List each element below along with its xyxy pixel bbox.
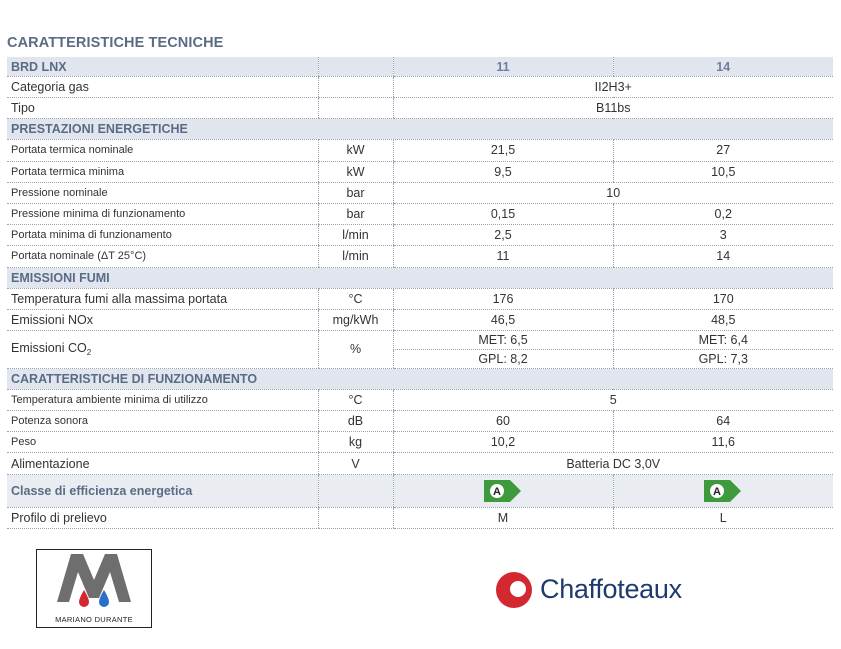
specs-table <box>7 57 833 529</box>
table-row-portata-nominale <box>7 246 833 267</box>
row-value-14: L <box>613 507 833 528</box>
row-value-11: 9,5 <box>393 161 613 182</box>
row-unit: bar <box>318 182 393 203</box>
row-value-met-11: MET: 6,5 <box>393 330 613 349</box>
row-unit: V <box>318 453 393 474</box>
row-value-14: 48,5 <box>613 309 833 330</box>
row-value-14: 11,6 <box>613 432 833 453</box>
row-value-14: 14 <box>613 246 833 267</box>
row-value-14: 170 <box>613 288 833 309</box>
row-label: Emissioni NOx <box>7 309 318 330</box>
energy-class-14 <box>613 474 833 507</box>
row-label <box>7 330 318 368</box>
row-value-11: 21,5 <box>393 140 613 161</box>
row-label: Portata termica minima <box>7 161 318 182</box>
row-value-14: 64 <box>613 411 833 432</box>
svg-text:A: A <box>493 485 501 498</box>
row-label: Potenza sonora <box>7 411 318 432</box>
row-label: Portata minima di funzionamento <box>7 225 318 246</box>
energy-class-a-badge-icon <box>704 480 742 502</box>
row-unit <box>318 98 393 119</box>
row-value-11: 60 <box>393 411 613 432</box>
chaffoteaux-wordmark: Chaffoteaux <box>540 574 682 604</box>
row-value: 10 <box>393 182 833 203</box>
mariano-durante-logo-icon <box>37 550 151 616</box>
section-header-prestazioni <box>7 119 833 140</box>
row-value-11: M <box>393 507 613 528</box>
row-value-11: 46,5 <box>393 309 613 330</box>
section-title: CARATTERISTICHE DI FUNZIONAMENTO <box>7 368 833 389</box>
row-label: Pressione nominale <box>7 182 318 203</box>
row-label: Temperatura fumi alla massima portata <box>7 288 318 309</box>
table-row-potenza-sonora <box>7 411 833 432</box>
section-header-funzionamento <box>7 368 833 389</box>
row-unit: °C <box>318 288 393 309</box>
mariano-durante-logo <box>36 549 152 628</box>
row-label: Alimentazione <box>7 453 318 474</box>
row-label: Portata nominale (ΔT 25°C) <box>7 246 318 267</box>
row-value-11: 0,15 <box>393 203 613 224</box>
unit-header <box>318 57 393 77</box>
column-header-14: 14 <box>613 57 833 77</box>
table-row-tipo <box>7 98 833 119</box>
table-row-emissioni-nox <box>7 309 833 330</box>
row-value: Batteria DC 3,0V <box>393 453 833 474</box>
chaffoteaux-logo-icon <box>494 569 536 611</box>
row-value: II2H3+ <box>393 77 833 98</box>
row-unit: kg <box>318 432 393 453</box>
row-value-14: 0,2 <box>613 203 833 224</box>
row-label: Portata termica nominale <box>7 140 318 161</box>
table-row-alimentazione <box>7 453 833 474</box>
row-unit: l/min <box>318 225 393 246</box>
row-value-11: 10,2 <box>393 432 613 453</box>
row-unit: l/min <box>318 246 393 267</box>
row-value-11: 176 <box>393 288 613 309</box>
energy-class-11 <box>393 474 613 507</box>
energy-class-a-badge-icon <box>484 480 522 502</box>
row-label: Classe di efficienza energetica <box>7 474 318 507</box>
row-label: Tipo <box>7 98 318 119</box>
row-unit: dB <box>318 411 393 432</box>
table-row-profilo-prelievo <box>7 507 833 528</box>
table-row-peso <box>7 432 833 453</box>
row-label: Profilo di prelievo <box>7 507 318 528</box>
table-row-portata-termica-nominale <box>7 140 833 161</box>
table-row-pressione-nominale <box>7 182 833 203</box>
table-row-emissioni-co2-met <box>7 330 833 349</box>
row-value: 5 <box>393 389 833 410</box>
table-row-classe-efficienza <box>7 474 833 507</box>
row-value-met-14: MET: 6,4 <box>613 330 833 349</box>
row-label: Temperatura ambiente minima di utilizzo <box>7 389 318 410</box>
row-value-11: 11 <box>393 246 613 267</box>
table-row-temperatura-ambiente <box>7 389 833 410</box>
row-value-14: 27 <box>613 140 833 161</box>
model-header: BRD LNX <box>7 57 318 77</box>
row-label: Pressione minima di funzionamento <box>7 203 318 224</box>
row-label: Categoria gas <box>7 77 318 98</box>
section-header-emissioni <box>7 267 833 288</box>
table-row-pressione-minima <box>7 203 833 224</box>
section-title: PRESTAZIONI ENERGETICHE <box>7 119 833 140</box>
table-row-temperatura-fumi <box>7 288 833 309</box>
column-header-11: 11 <box>393 57 613 77</box>
row-value-gpl-11: GPL: 8,2 <box>393 349 613 368</box>
row-unit: bar <box>318 203 393 224</box>
row-unit: % <box>318 330 393 368</box>
row-value-gpl-14: GPL: 7,3 <box>613 349 833 368</box>
row-value: B11bs <box>393 98 833 119</box>
row-unit: kW <box>318 161 393 182</box>
mariano-durante-name: MARIANO DURANTE <box>55 615 133 624</box>
row-unit <box>318 507 393 528</box>
table-row-categoria-gas <box>7 77 833 98</box>
section-title: EMISSIONI FUMI <box>7 267 833 288</box>
row-unit: kW <box>318 140 393 161</box>
row-unit: °C <box>318 389 393 410</box>
table-header-row <box>7 57 833 77</box>
row-value-14: 3 <box>613 225 833 246</box>
co2-label-text: Emissioni CO <box>11 341 87 356</box>
table-row-portata-termica-minima <box>7 161 833 182</box>
row-unit: mg/kWh <box>318 309 393 330</box>
row-value-11: 2,5 <box>393 225 613 246</box>
co2-subscript: 2 <box>86 348 92 358</box>
row-unit <box>318 474 393 507</box>
svg-text:A: A <box>713 485 722 498</box>
row-unit <box>318 77 393 98</box>
row-value-14: 10,5 <box>613 161 833 182</box>
row-label: Peso <box>7 432 318 453</box>
page-title: CARATTERISTICHE TECNICHE <box>7 35 224 51</box>
table-row-portata-minima <box>7 225 833 246</box>
